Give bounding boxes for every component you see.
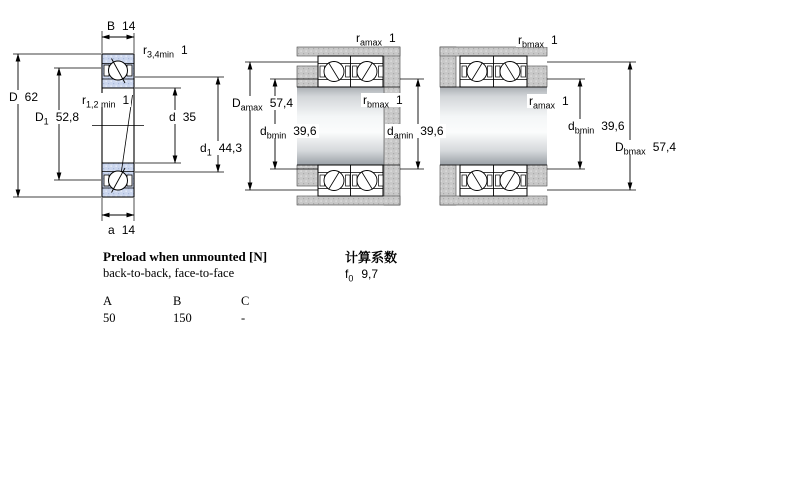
dim-label-damin: $d_{amin}$ 39,6: [387, 124, 444, 141]
preload-col-A: A: [103, 294, 113, 308]
preload-title: Preload when unmounted [N]: [103, 249, 268, 264]
f0-factor: $f_0$ 9,7: [345, 267, 379, 284]
dim-label-ramax-btb: $r_{amax}$ 1: [356, 31, 396, 48]
preload-value-A: 50: [103, 311, 116, 325]
preload-subtitle: back-to-back, face-to-face: [103, 266, 235, 280]
bearing-pair-top: [318, 56, 383, 87]
bearing-pair-bottom: [318, 165, 383, 196]
dim-label-rbmax-ftf: $r_{bmax}$ 1: [518, 33, 558, 50]
dim-label-a: a 14: [108, 223, 136, 237]
dim-label-D: D 62: [9, 90, 39, 104]
bearing-pair-top: [460, 56, 527, 87]
dim-label-Damax: $D_{amax}$ 57,4: [232, 96, 294, 113]
preload-col-B: B: [173, 294, 182, 308]
dim-label-r12min: $r_{1,2 min}$ 1: [82, 93, 130, 110]
dim-label-dbmin-btb: $d_{bmin}$ 39,6: [260, 124, 317, 141]
dim-label-r34min: $r_{3,4min}$ 1: [143, 43, 188, 60]
dim-label-B: B 14: [107, 19, 136, 33]
dim-label-ramax-ftf: $r_{amax}$ 1: [529, 94, 569, 111]
preload-value-C: -: [241, 311, 246, 325]
bearing-pair-bottom: [460, 165, 527, 196]
dim-label-d: d 35: [169, 110, 197, 124]
dim-label-Dbmax: $D_{bmax}$ 57,4: [615, 140, 677, 157]
dim-label-D1: $D_1$ 52,8: [35, 110, 80, 127]
dim-label-dbmin-ftf: $d_{bmin}$ 39,6: [568, 119, 625, 136]
preload-col-C: C: [241, 294, 250, 308]
dim-label-d1: $d_1$ 44,3: [200, 141, 243, 158]
preload-value-B: 150: [173, 311, 192, 325]
calculation-factors-title: 计算系数: [345, 250, 398, 265]
dim-label-rbmax-btb: $r_{bmax}$ 1: [363, 93, 403, 110]
